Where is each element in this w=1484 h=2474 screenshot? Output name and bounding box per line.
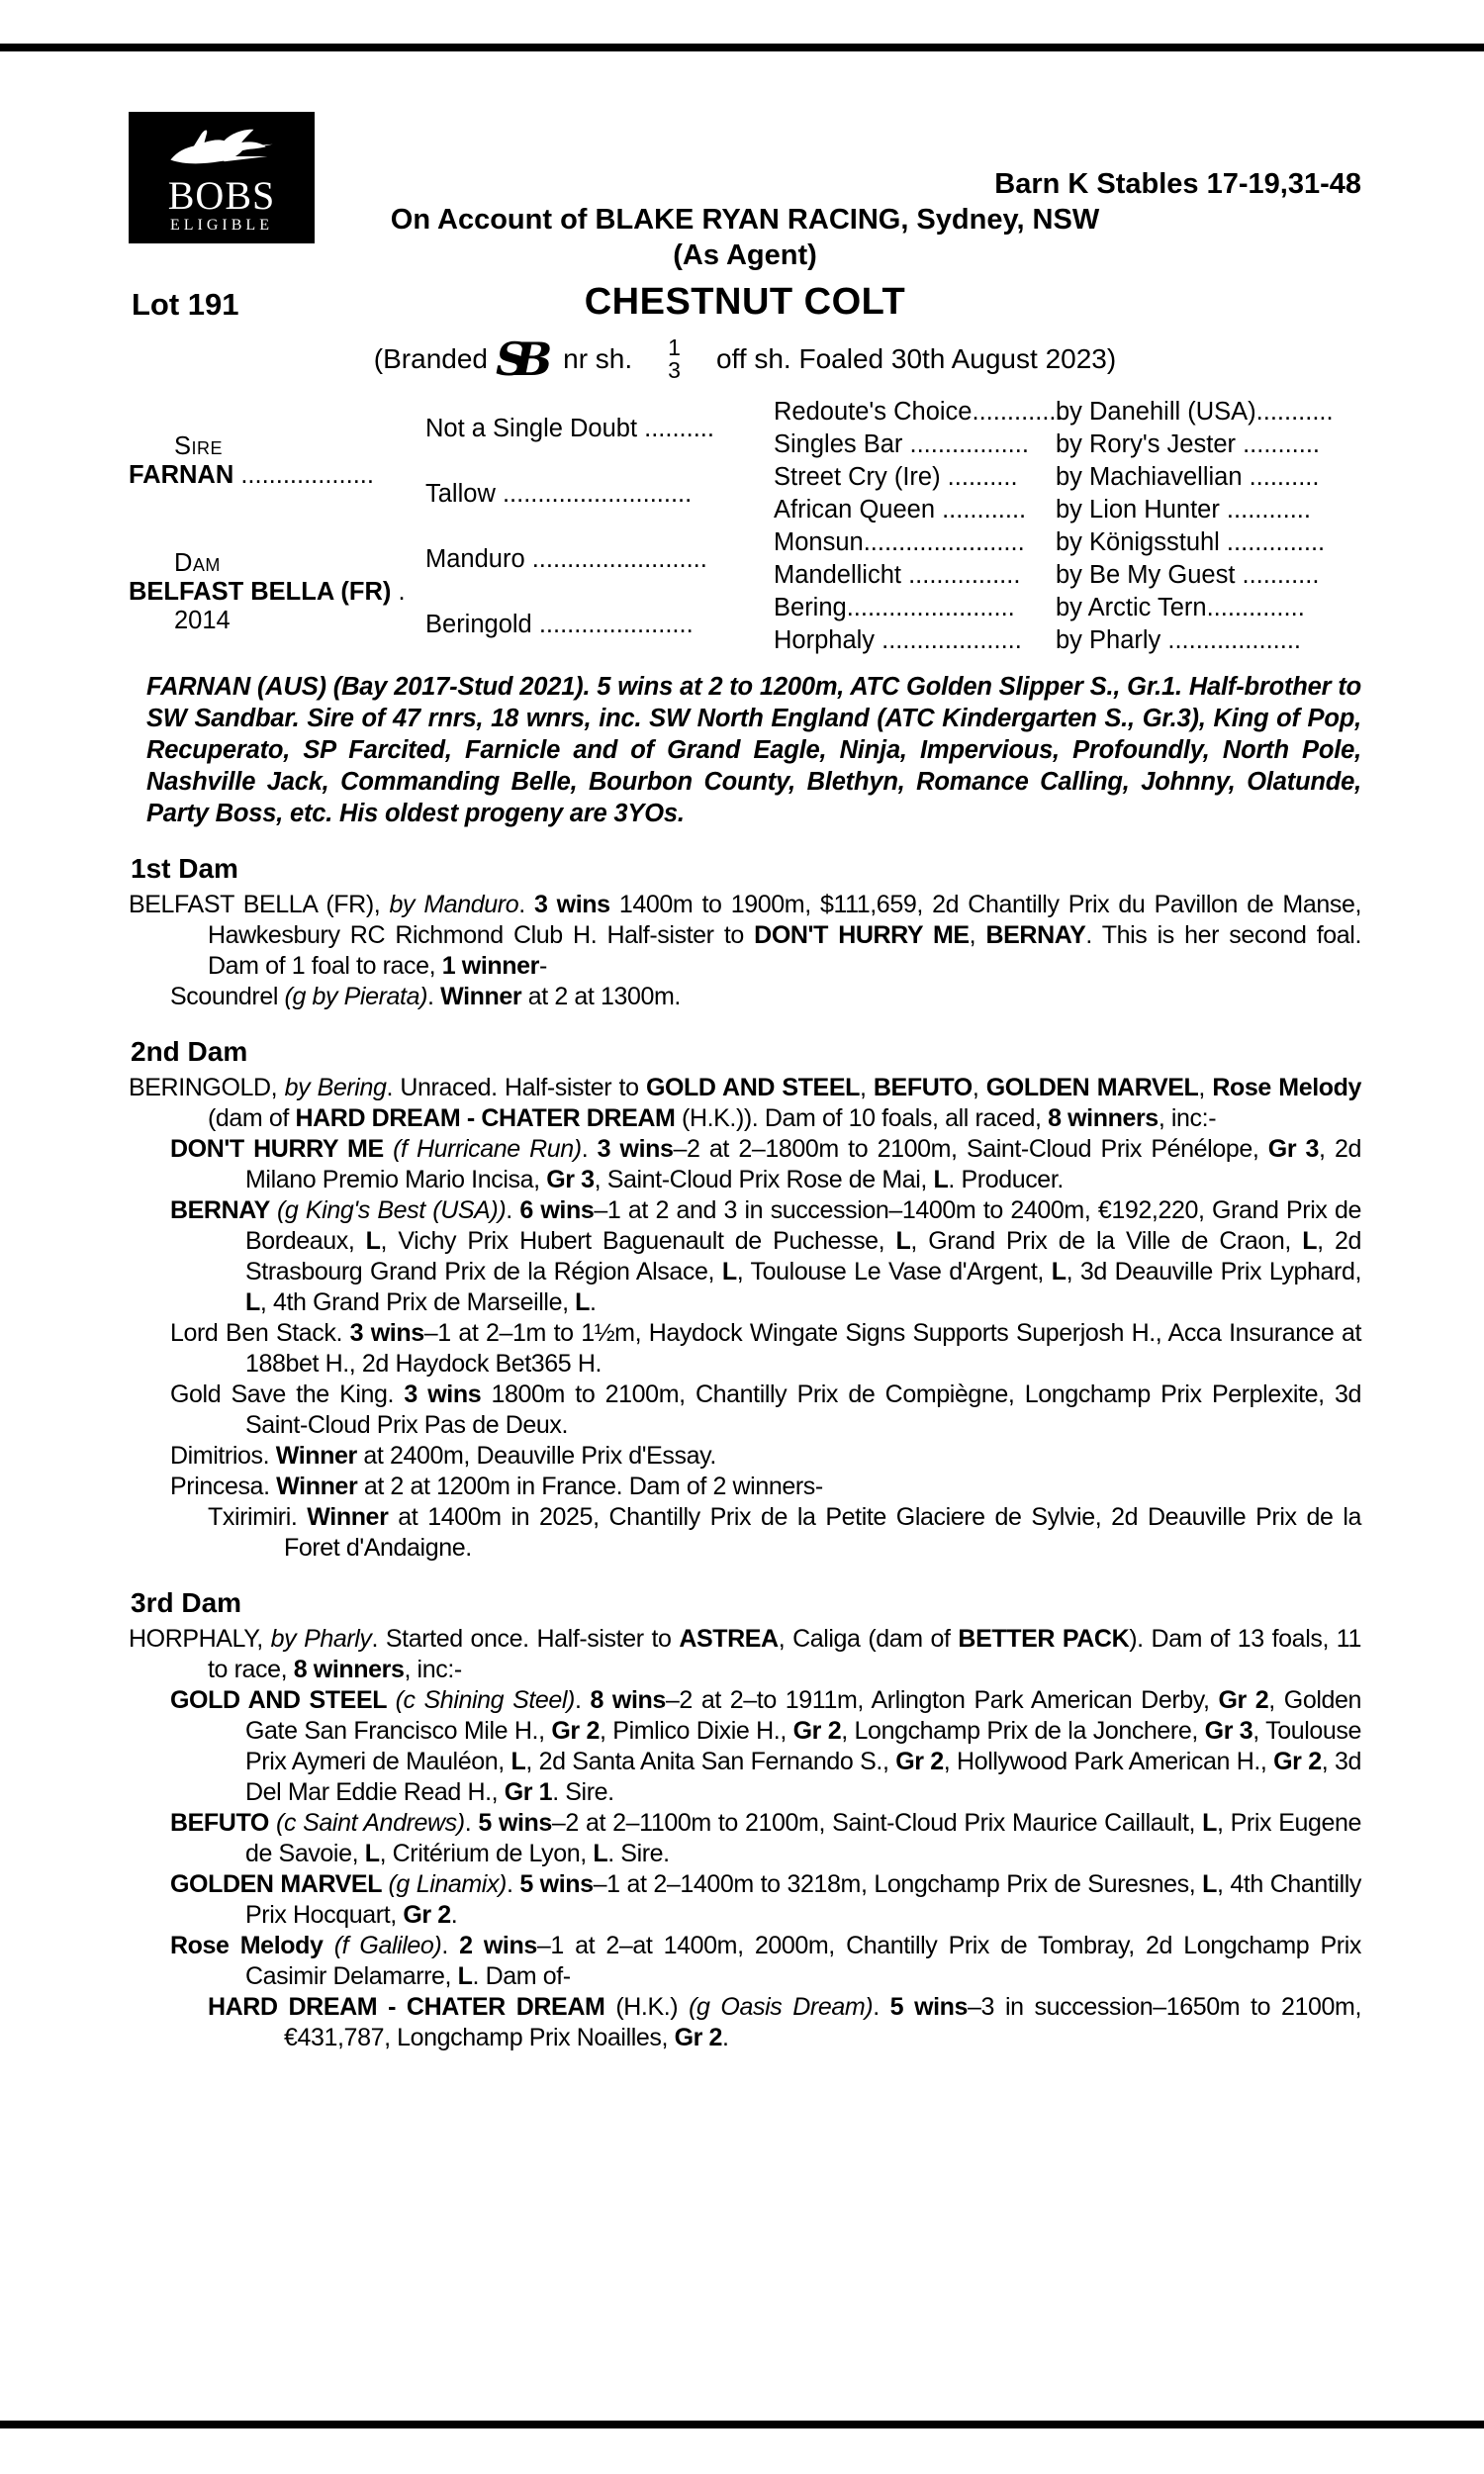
brand-fraction-bottom: 3 xyxy=(668,357,681,383)
gen2-sire-of-sire: Not a Single Doubt .......... xyxy=(425,414,714,442)
gen4-by: by Arctic Tern.............. xyxy=(1056,594,1305,621)
section-2nd-dam xyxy=(129,1036,1361,1564)
gen2-dam-of-sire: Tallow ........................... xyxy=(425,479,693,508)
logo-title: BOBS xyxy=(167,173,276,218)
gen4-by: by Machiavellian .......... xyxy=(1056,463,1320,491)
bobs-logo xyxy=(129,112,315,243)
as-agent-line: (As Agent) xyxy=(673,239,817,271)
gen3-name: Bering........................ xyxy=(774,594,1015,621)
dam-dots: . xyxy=(391,577,406,606)
entry-beringold: BERINGOLD, by Bering. Unraced. Half-sister to GOLD AND STEEL, BEFUTO, GOLDEN MARVEL, Rose Melody (dam of HARD DREAM - CHATER DREAM (H.K.)). Dam of 10 foals, all raced, 8 winners, inc:- xyxy=(129,1074,1361,1132)
entry-hard-dream-chater-dream: HARD DREAM - CHATER DREAM (H.K.) (g Oasis Dream). 5 wins–3 in succession–1650m to 2100m, €431,787, Longchamp Prix Noailles, Gr 2. xyxy=(208,1993,1361,2051)
sire-summary-paragraph: FARNAN (AUS) (Bay 2017-Stud 2021). 5 wins at 2 to 1200m, ATC Golden Slipper S., Gr.1. Half-brother to SW Sandbar. Sire of 47 rnrs, 18 wnrs, inc. SW North England (ATC Kindergarten S., Gr.3), King of Pop, Recuperato, SP Farcited, Farnicle and of Grand Eagle, Ninja, Impervious, Profoundly, North Pole, Nashville Jack, Commanding Belle, Bourbon County, Blethyn, Romance Calling, Johnny, Olatunde, Party Boss, etc. His oldest progeny are 3YOs. xyxy=(146,673,1361,827)
brand-fraction-top: 1 xyxy=(668,334,681,360)
gen2-dam-of-dam: Beringold ...................... xyxy=(425,610,694,638)
dam-role-label: Dam xyxy=(174,548,221,577)
brand-fraction xyxy=(668,336,681,382)
gen4-by: by Pharly ................... xyxy=(1056,626,1301,654)
entry-princesa: Princesa. Winner at 2 at 1200m in France. Dam of 2 winners- xyxy=(170,1473,823,1500)
section-1st-dam xyxy=(129,853,1361,1012)
dam-cell xyxy=(129,526,425,657)
branded-line xyxy=(129,333,1361,386)
entry-gold-save-the-king: Gold Save the King. 3 wins 1800m to 2100m, Chantilly Prix de Compiègne, Longchamp Prix Perplexite, 3d Saint-Cloud Prix Pas de Deux. xyxy=(170,1380,1361,1439)
section-heading-3rd-dam: 3rd Dam xyxy=(131,1587,242,1618)
entry-dimitrios: Dimitrios. Winner at 2400m, Deauville Prix d'Essay. xyxy=(170,1442,716,1470)
barn-line: Barn K Stables 17-19,31-48 xyxy=(994,168,1361,200)
dam-year: 2014 xyxy=(174,606,231,634)
section-3rd-dam xyxy=(129,1587,1361,2053)
entry-scoundrel: Scoundrel (g by Pierata). Winner at 2 at 1300m. xyxy=(170,983,681,1010)
sire-name-text: FARNAN xyxy=(129,461,234,489)
gen3-name: Redoute's Choice............. xyxy=(774,398,1064,426)
branded-mid: nr sh. xyxy=(563,343,633,374)
dam-name-text: BELFAST BELLA (FR) xyxy=(129,577,392,606)
entry-lord-ben-stack: Lord Ben Stack. 3 wins–1 at 2–1m to 1½m, Haydock Wingate Signs Supports Superjosh H., Acca Insurance at 188bet H., 2d Haydock Bet365 H. xyxy=(170,1319,1361,1378)
section-heading-1st-dam: 1st Dam xyxy=(131,853,238,884)
sire-cell xyxy=(129,396,425,526)
sire-name xyxy=(129,461,374,490)
branded-suffix: off sh. Foaled 30th August 2023) xyxy=(715,343,1117,374)
page-title: CHESTNUT COLT xyxy=(584,281,906,323)
section-heading-2nd-dam: 2nd Dam xyxy=(131,1036,248,1067)
lot-row xyxy=(129,281,1361,329)
on-account-line: On Account of BLAKE RYAN RACING, Sydney, NSW xyxy=(390,204,1100,236)
gen2-sire-of-dam: Manduro ......................... xyxy=(425,544,707,573)
horse-head-icon xyxy=(143,123,300,176)
entry-gold-and-steel: GOLD AND STEEL (c Shining Steel). 8 wins–2 at 2–to 1911m, Arlington Park American Derby, Gr 2, Golden Gate San Francisco Mile H., Gr 2, Pimlico Dixie H., Gr 2, Longchamp Prix de la Jonchere, Gr 3, Toulouse Prix Aymeri de Mauléon, L, 2d Santa Anita San Fernando S., Gr 2, Hollywood Park American H., Gr 2, 3d Del Mar Eddie Read H., Gr 1. Sire. xyxy=(170,1686,1362,1806)
logo-subtitle: ELIGIBLE xyxy=(170,217,273,234)
gen4-by: by Rory's Jester ........... xyxy=(1056,430,1321,458)
pedigree-table xyxy=(129,396,1361,657)
branded-prefix: (Branded xyxy=(373,343,488,374)
gen4-by: by Königsstuhl .............. xyxy=(1056,528,1326,556)
sire-dots: ................... xyxy=(233,461,374,489)
entry-dont-hurry-me: DON'T HURRY ME (f Hurricane Run). 3 wins–2 at 2–1800m to 2100m, Saint-Cloud Prix Pénélope, Gr 3, 2d Milano Premio Mario Incisa, Gr 3, Saint-Cloud Prix Rose de Mai, L. Producer. xyxy=(170,1135,1361,1193)
entry-golden-marvel: GOLDEN MARVEL (g Linamix). 5 wins–1 at 2–1400m to 3218m, Longchamp Prix de Suresnes, L, 4th Chantilly Prix Hocquart, Gr 2. xyxy=(170,1870,1361,1929)
gen3-name: African Queen ............ xyxy=(774,496,1027,523)
entry-txirimiri: Txirimiri. Winner at 1400m in 2025, Chantilly Prix de la Petite Glaciere de Sylvie, 2d Deauville Prix de la Foret d'Andaigne. xyxy=(208,1503,1361,1562)
lot-number: Lot 191 xyxy=(132,287,239,322)
gen3-name: Mandellicht ................ xyxy=(774,561,1021,589)
gen3-name: Horphaly .................... xyxy=(774,626,1022,654)
page-content xyxy=(129,0,1361,2053)
brand-mark: SB xyxy=(495,333,538,386)
entry-horphaly: HORPHALY, by Pharly. Started once. Half-sister to ASTREA, Caliga (dam of BETTER PACK). Dam of 13 foals, 11 to race, 8 winners, inc:- xyxy=(129,1625,1361,1683)
sire-role-label: Sire xyxy=(174,432,224,460)
gen3-name: Monsun....................... xyxy=(774,528,1025,556)
gen4-by: by Be My Guest ........... xyxy=(1056,561,1320,589)
gen3-name: Singles Bar ................. xyxy=(774,430,1029,458)
gen4-by: by Lion Hunter ............ xyxy=(1056,496,1311,523)
entry-rose-melody: Rose Melody (f Galileo). 2 wins–1 at 2–at 1400m, 2000m, Chantilly Prix de Tombray, 2d Longchamp Prix Casimir Delamarre, L. Dam of- xyxy=(170,1932,1361,1990)
bottom-rule xyxy=(0,2421,1484,2428)
gen3-name: Street Cry (Ire) .......... xyxy=(774,463,1018,491)
entry-befuto: BEFUTO (c Saint Andrews). 5 wins–2 at 2–1100m to 2100m, Saint-Cloud Prix Maurice Caillault, L, Prix Eugene de Savoie, L, Critérium de Lyon, L. Sire. xyxy=(170,1809,1362,1867)
entry-belfast-bella: BELFAST BELLA (FR), by Manduro. 3 wins 1400m to 1900m, $111,659, 2d Chantilly Prix du Pavillon de Manse, Hawkesbury RC Richmond Club H. Half-sister to DON'T HURRY ME, BERNAY. This is her second foal. Dam of 1 foal to race, 1 winner- xyxy=(129,891,1362,980)
gen4-by: by Danehill (USA)........... xyxy=(1056,398,1334,426)
dam-name xyxy=(129,578,406,607)
entry-bernay: BERNAY (g King's Best (USA)). 6 wins–1 at 2 and 3 in succession–1400m to 2400m, €192,220, Grand Prix de Bordeaux, L, Vichy Prix Hubert Baguenault de Puchesse, L, Grand Prix de la Ville de Craon, L, 2d Strasbourg Grand Prix de la Région Alsace, L, Toulouse Le Vase d'Argent, L, 3d Deauville Prix Lyphard, L, 4th Grand Prix de Marseille, L. xyxy=(170,1196,1362,1316)
